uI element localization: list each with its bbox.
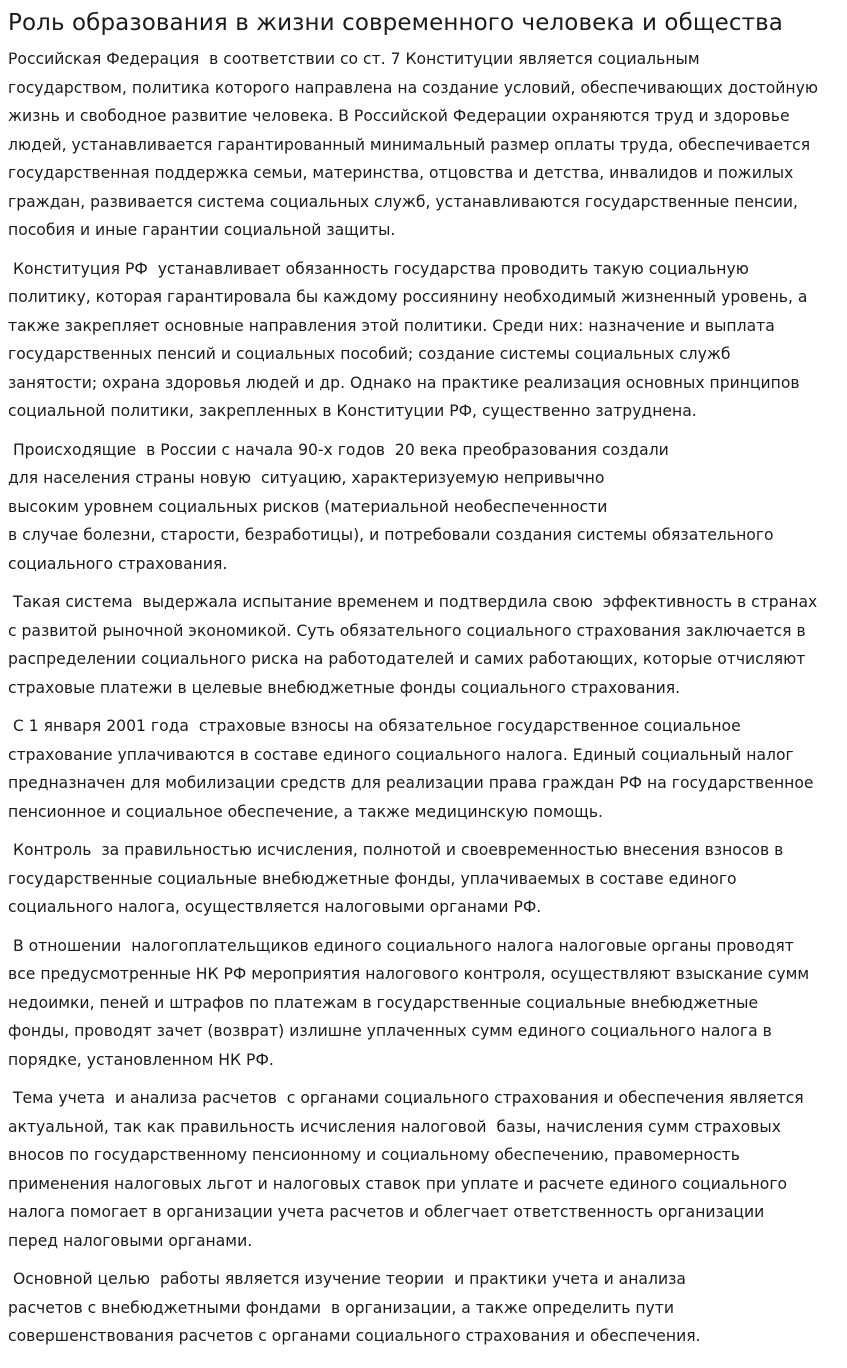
paragraph-line: совершенствования расчетов с органами социального страхования и обеспечения.	[8, 1327, 701, 1345]
paragraph-line: применения налоговых льгот и налоговых ставок при уплате и расчете единого социального	[8, 1174, 788, 1193]
document-body	[8, 45, 847, 1351]
paragraph	[8, 932, 847, 1075]
paragraph	[8, 255, 847, 426]
paragraph-line: расчетов с внебюджетными фондами в организации, а также определить пути	[8, 1298, 675, 1317]
paragraph-line: Российская Федерация в соответствии со ст. 7 Конституции является социальным	[8, 50, 700, 68]
paragraph-line: Контроль за правильностью исчисления, полнотой и своевременностью внесения взносов в	[8, 841, 784, 859]
paragraph	[8, 1265, 847, 1351]
paragraph	[8, 836, 847, 922]
paragraph-line: Основной целью работы является изучение теории и практики учета и анализа	[8, 1270, 686, 1288]
paragraph-line: также закрепляет основные направления этой политики. Среди них: назначение и выплата	[8, 316, 775, 335]
paragraph-line: пенсионное и социальное обеспечение, а также медицинскую помощь.	[8, 802, 603, 821]
paragraph-line: занятости; охрана здоровья людей и др. Однако на практике реализация основных принципов	[8, 373, 800, 392]
paragraph	[8, 45, 847, 245]
paragraph-line: для населения страны новую ситуацию, характеризуемую непривычно	[8, 469, 605, 487]
paragraph-line: распределении социального риска на работодателей и самих работающих, которые отчисляют	[8, 650, 806, 668]
paragraph-line: недоимки, пеней и штрафов по платежам в государственные социальные внебюджетные	[8, 993, 759, 1012]
paragraph-line: в случае болезни, старости, безработицы), и потребовали создания системы обязательного	[8, 526, 774, 544]
paragraph-line: Конституция РФ устанавливает обязанность государства проводить такую социальную	[8, 259, 749, 278]
paragraph-line: с развитой рыночной экономикой. Суть обязательного социального страхования заключается в	[8, 621, 806, 640]
paragraph-line: Тема учета и анализа расчетов с органами социального страхования и обеспечения является	[8, 1089, 804, 1107]
paragraph-line: перед налоговыми органами.	[8, 1231, 253, 1250]
paragraph-line: государственные социальные внебюджетные фонды, уплачиваемых в составе единого	[8, 869, 737, 888]
paragraph-line: государственных пенсий и социальных пособий; создание системы социальных служб	[8, 345, 731, 363]
paragraph-line: предназначен для мобилизации средств для реализации права граждан РФ на государственное	[8, 774, 814, 792]
paragraph-line: все предусмотренные НК РФ мероприятия налогового контроля, осуществляют взыскание сумм	[8, 965, 810, 983]
paragraph-line: С 1 января 2001 года страховые взносы на обязательное государственное социальное	[8, 717, 741, 735]
paragraph-line: фонды, проводят зачет (возврат) излишне уплаченных сумм единого социального налога в	[8, 1022, 772, 1040]
document-title: Роль образования в жизни современного человека и общества	[8, 10, 783, 36]
paragraph-line: страховые платежи в целевые внебюджетные фонды социального страхования.	[8, 678, 681, 697]
paragraph-line: порядке, установленном НК РФ.	[8, 1050, 274, 1069]
paragraph	[8, 436, 847, 579]
paragraph-line: социальной политики, закрепленных в Конституции РФ, существенно затруднена.	[8, 402, 697, 420]
paragraph-line: социального налога, осуществляется налоговыми органами РФ.	[8, 898, 542, 916]
paragraph-line: пособия и иные гарантии социальной защиты.	[8, 221, 396, 239]
paragraph-line: государством, политика которого направлена на создание условий, обеспечивающих достойную	[8, 78, 818, 97]
paragraph-line: политику, которая гарантировала бы каждому россиянину необходимый жизненный уровень, а	[8, 288, 808, 306]
paragraph-line: страхование уплачиваются в составе единого социального налога. Единый социальный налог	[8, 745, 794, 764]
paragraph-line: Происходящие в России с начала 90-х годов 20 века преобразования создали	[8, 440, 669, 459]
paragraph-line: высоким уровнем социальных рисков (материальной необеспеченности	[8, 497, 608, 516]
paragraph	[8, 588, 847, 702]
paragraph-line: жизнь и свободное развитие человека. В Российской Федерации охраняются труд и здоровье	[8, 107, 790, 125]
paragraph-line: государственная поддержка семьи, материнства, отцовства и детства, инвалидов и пожилых	[8, 164, 794, 182]
paragraph-line: актуальной, так как правильность исчисления налоговой базы, начисления сумм страховых	[8, 1117, 781, 1136]
paragraph-line: налога помогает в организации учета расчетов и облегчает ответственность организации	[8, 1203, 765, 1221]
paragraph	[8, 1084, 847, 1255]
paragraph	[8, 712, 847, 826]
paragraph-line: В отношении налогоплательщиков единого социального налога налоговые органы проводят	[8, 936, 794, 955]
paragraph-line: граждан, развивается система социальных служб, устанавливаются государственные пенсии,	[8, 192, 798, 211]
paragraph-line: социального страхования.	[8, 554, 228, 573]
paragraph-line: вносов по государственному пенсионному и социальному обеспечению, правомерность	[8, 1146, 740, 1164]
paragraph-line: людей, устанавливается гарантированный минимальный размер оплаты труда, обеспечивается	[8, 135, 811, 154]
paragraph-line: Такая система выдержала испытание временем и подтвердила свою эффективность в странах	[8, 593, 818, 611]
